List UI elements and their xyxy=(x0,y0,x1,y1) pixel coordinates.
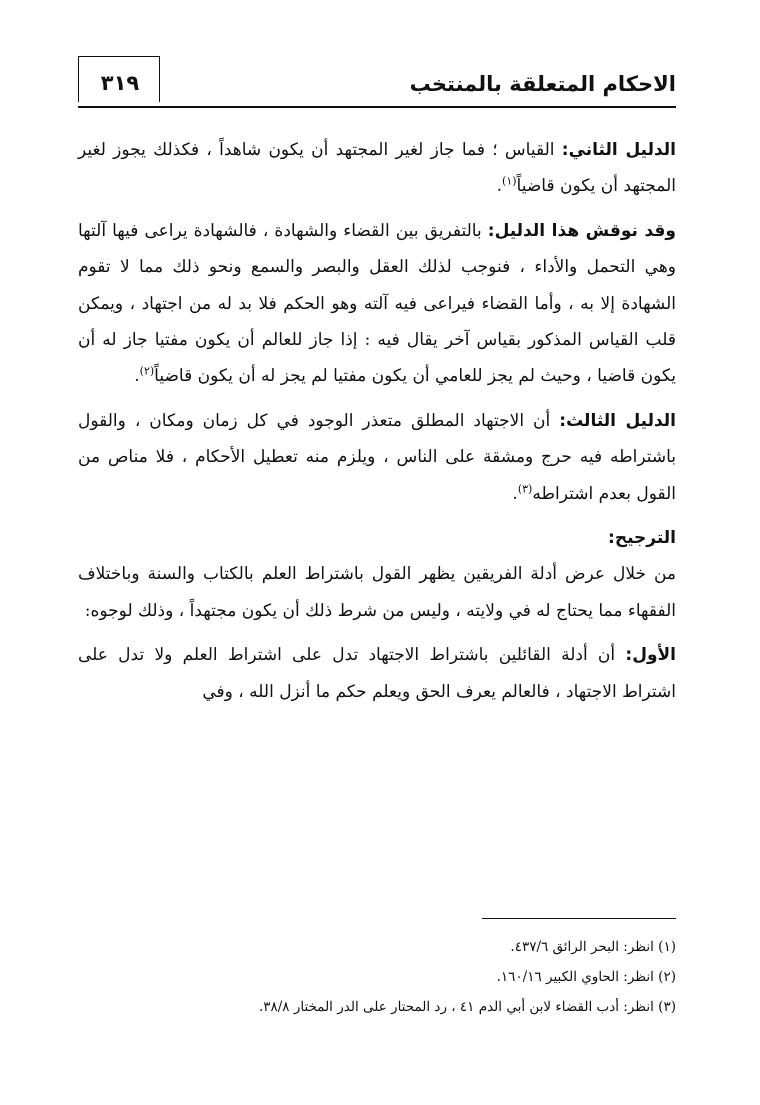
footnote: (١) انظر: البحر الرائق ٤٣٧/٦. xyxy=(510,939,676,955)
page-header xyxy=(78,56,676,106)
footnote-separator xyxy=(482,918,676,919)
paragraph-end: . xyxy=(496,176,503,197)
footnote-ref[interactable]: (١) xyxy=(502,174,517,188)
paragraph-first-reason xyxy=(78,637,676,710)
running-title: الاحكام المتعلقة بالمنتخب xyxy=(409,72,676,96)
paragraph-preference: من خلال عرض أدلة الفريقين يظهر القول باشتراط العلم بالكتاب والسنة وباختلاف الفقهاء مما يحتاج له في ولايته ، وليس من شرط ذلك أن يكون مجتهداً ، وذلك لوجوه: xyxy=(78,564,676,621)
paragraph-second-evidence xyxy=(78,132,676,205)
main-text xyxy=(78,132,676,710)
header-rule xyxy=(78,106,676,108)
footnote-ref[interactable]: (٢) xyxy=(139,364,155,378)
paragraph-text: بالتفريق بين القضاء والشهادة ، فالشهادة يراعى فيها آلتها وهي التحمل والأداء ، فنوجب لذلك العقل والبصر والسمع ونحو ذلك مما لا تقوم الشهادة إلا به ، وأما القضاء فيراعى فيه آلته وهو الحكم فلا بد له من اجتهاد ، ويمكن قلب القياس المذكور بقياس آخر يقال فيه : إذا جاز للعالم أن يكون مفتيا جاز له أن يكون قاضيا ، وحيث لم يجز للعامي أن يكون مفتيا لم يجز له أن يكون قاضياً xyxy=(78,220,676,387)
footnote: (٢) انظر: الحاوي الكبير ١٦٠/١٦. xyxy=(496,969,676,985)
paragraph-text: أن أدلة القائلين باشتراط الاجتهاد تدل على اشتراط العلم ولا تدل على اشتراط الاجتهاد ، فالعالم يعرف الحق ويعلم حكم ما أنزل الله ، وفي xyxy=(78,645,676,702)
paragraph-end: . xyxy=(134,366,140,387)
paragraph-third-evidence xyxy=(78,403,676,512)
paragraph-text: القياس ؛ فما جاز لغير المجتهد أن يكون شاهداً ، فكذلك يجوز لغير المجتهد أن يكون قاضياً xyxy=(78,140,676,197)
section-heading: الترجيح: xyxy=(608,528,676,549)
paragraph-lead: الدليل الثالث: xyxy=(559,410,677,431)
page-number: ٣١٩ xyxy=(100,71,140,95)
footnote: (٣) انظر: أدب القضاء لابن أبي الدم ٤١ ، رد المحتار على الدر المختار ٣٨/٨. xyxy=(258,999,676,1015)
paragraph-text: أن الاجتهاد المطلق متعذر الوجود في كل زمان ومكان ، والقول باشتراطه فيه حرج ومشقة على الناس ، ويلزم منه تعطيل الأحكام ، فلا مناص من القول بعدم اشتراطه xyxy=(78,410,676,504)
paragraph-end: . xyxy=(512,483,518,504)
footnotes xyxy=(78,932,676,1022)
footnote-ref[interactable]: (٣) xyxy=(517,482,533,495)
paragraph-lead: وقد نوقش هذا الدليل: xyxy=(487,220,676,241)
paragraph-lead: الأول: xyxy=(625,645,676,666)
page-number-box xyxy=(78,56,160,102)
paragraph-rebuttal xyxy=(78,213,676,395)
paragraph-lead: الدليل الثاني: xyxy=(561,140,676,160)
